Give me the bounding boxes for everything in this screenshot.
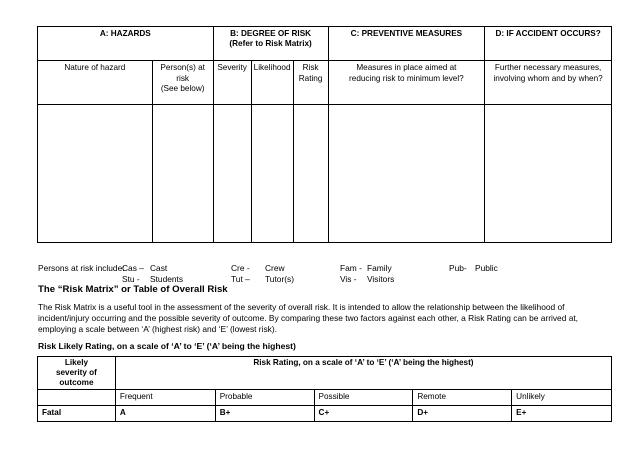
likelihood-unlikely: Unlikely xyxy=(512,389,612,405)
person-code-vis: Vis - xyxy=(340,274,357,284)
person-name-family: Family xyxy=(367,263,392,273)
cell-persons[interactable] xyxy=(152,104,213,242)
sub-measures-line2: reducing risk to minimum level? xyxy=(349,73,464,83)
person-name-cast: Cast xyxy=(150,263,168,273)
sub-likelihood: Likelihood xyxy=(251,61,293,104)
likelihood-probable: Probable xyxy=(215,389,314,405)
person-code-cas: Cas – xyxy=(122,263,144,273)
hazard-assessment-table xyxy=(37,26,612,243)
sub-nature-of-hazard: Nature of hazard xyxy=(38,61,153,104)
person-name-public: Public xyxy=(475,263,498,273)
sub-further-line1: Further necessary measures, xyxy=(494,63,602,73)
header-if-accident: D: IF ACCIDENT OCCURS? xyxy=(485,27,612,61)
corner-line3: outcome xyxy=(59,377,94,387)
matrix-table-heading: Risk Rating, on a scale of ‘A’ to ‘E’ (‘A’ being the highest) xyxy=(115,357,611,390)
person-name-crew: Crew xyxy=(265,263,285,273)
rating-cell: B+ xyxy=(215,405,314,421)
sub-risk-line1: Risk xyxy=(302,63,319,73)
header-degree-of-risk xyxy=(213,27,328,61)
person-code-stu: Stu - xyxy=(122,274,140,284)
header-degree-line2: (Refer to Risk Matrix) xyxy=(229,39,312,49)
likelihood-possible: Possible xyxy=(314,389,413,405)
cell-nature[interactable] xyxy=(38,104,153,242)
person-code-cre: Cre - xyxy=(231,263,250,273)
header-hazards: A: HAZARDS xyxy=(38,27,214,61)
cell-severity[interactable] xyxy=(213,104,251,242)
corner-line2: severity of xyxy=(55,367,97,377)
sub-persons-at-risk xyxy=(152,61,213,104)
sub-severity: Severity xyxy=(213,61,251,104)
header-preventive-measures: C: PREVENTIVE MEASURES xyxy=(328,27,485,61)
risk-rating-heading: Risk Likely Rating, on a scale of ‘A’ to ‘E’ (‘A’ being the highest) xyxy=(38,341,296,351)
likelihood-frequent: Frequent xyxy=(115,389,215,405)
sub-further-measures xyxy=(485,61,612,104)
risk-matrix-table xyxy=(37,356,612,422)
sub-risk-rating xyxy=(293,61,328,104)
risk-matrix-description: The Risk Matrix is a useful tool in the assessment of the severity of overall risk. It is intended to allow the relationship between the likelihood of incident/injury occurring and the possible severity of outcome. By comparing these two factors against each other, a Risk Rating can be arrived at, employing a scale between ‘A’ (highest risk) and ‘E’ (lowest risk). xyxy=(38,302,579,334)
sub-measures-line1: Measures in place aimed at xyxy=(356,63,457,73)
sub-persons-line3: (See below) xyxy=(160,83,205,93)
person-name-tutors: Tutor(s) xyxy=(265,274,295,284)
person-code-tut: Tut – xyxy=(231,274,250,284)
sub-measures-in-place xyxy=(328,61,485,104)
rating-cell: E+ xyxy=(512,405,612,421)
cell-further[interactable] xyxy=(485,104,612,242)
rating-cell: A xyxy=(115,405,215,421)
sub-further-line2: involving whom and by when? xyxy=(493,73,603,83)
person-code-fam: Fam - xyxy=(340,263,362,273)
likelihood-blank xyxy=(38,389,116,405)
cell-risk-rating[interactable] xyxy=(293,104,328,242)
person-name-visitors: Visitors xyxy=(367,274,395,284)
persons-label: Persons at risk include: xyxy=(38,263,125,273)
header-degree-line1: B: DEGREE OF RISK xyxy=(230,29,312,38)
cell-likelihood[interactable] xyxy=(251,104,293,242)
table-row xyxy=(38,405,612,421)
sub-risk-line2: Rating xyxy=(298,73,323,83)
rating-cell: D+ xyxy=(413,405,512,421)
person-code-pub: Pub- xyxy=(449,263,467,273)
corner-line1: Likely xyxy=(64,358,89,367)
risk-matrix-title: The “Risk Matrix” or Table of Overall Risk xyxy=(38,284,228,295)
matrix-corner-cell xyxy=(38,357,116,390)
severity-fatal: Fatal xyxy=(38,405,116,421)
person-name-students: Students xyxy=(150,274,184,284)
likelihood-remote: Remote xyxy=(413,389,512,405)
sub-persons-line1: Person(s) at xyxy=(160,63,205,73)
rating-cell: C+ xyxy=(314,405,413,421)
sub-persons-line2: risk xyxy=(176,73,190,83)
cell-measures[interactable] xyxy=(328,104,485,242)
